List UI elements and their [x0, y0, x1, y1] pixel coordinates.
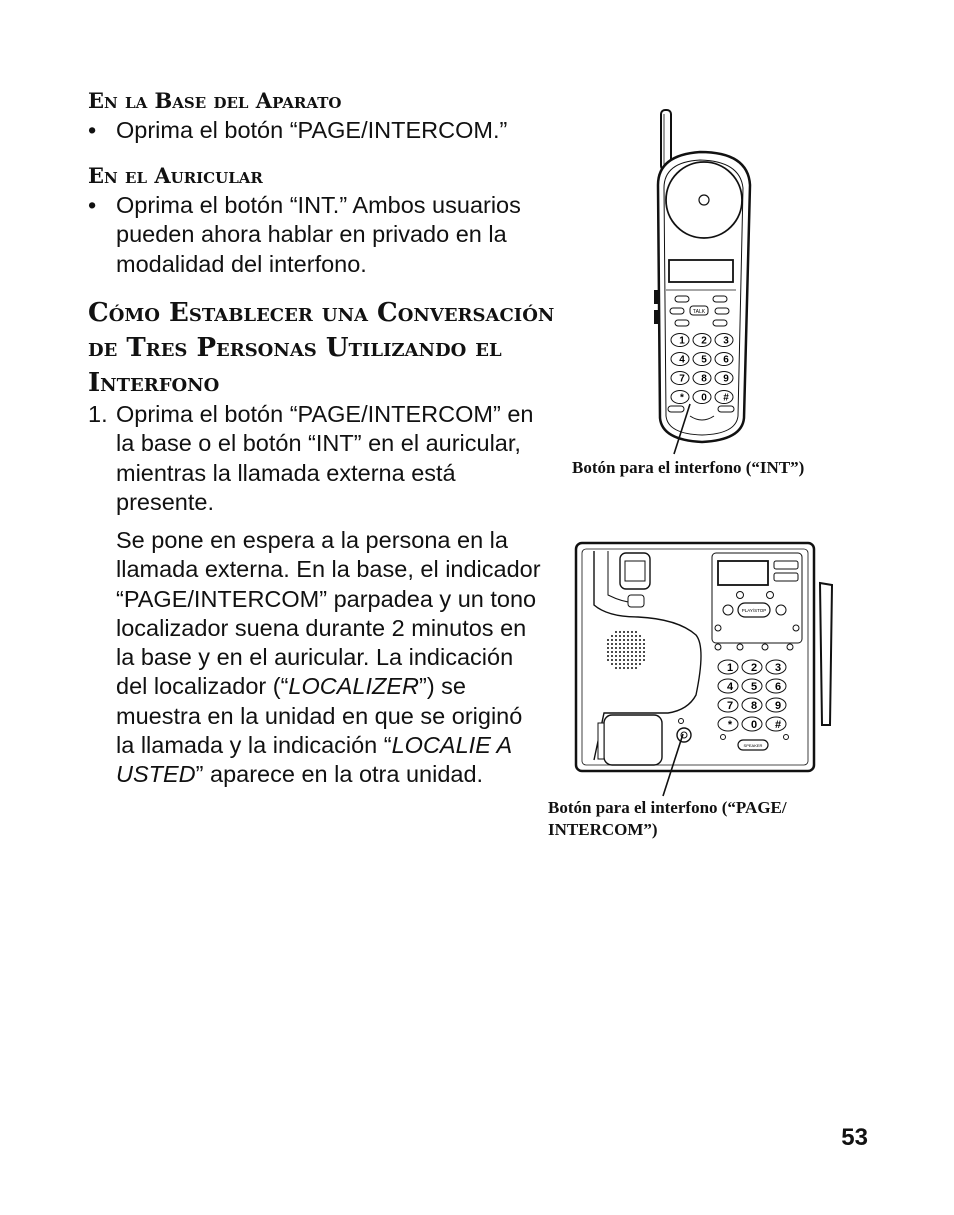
grille-dot: [623, 631, 625, 633]
grille-dot: [615, 651, 617, 653]
grille-dot: [627, 663, 629, 665]
keypad-key-label: 3: [723, 335, 729, 347]
skip-button: [723, 605, 733, 615]
grille-dot: [619, 667, 621, 669]
grille-dot: [615, 635, 617, 637]
grille-dot: [627, 631, 629, 633]
grille-dot: [643, 639, 645, 641]
grille-dot: [615, 647, 617, 649]
grille-dot: [619, 639, 621, 641]
grille-dot: [635, 643, 637, 645]
heading-line: de Tres Personas Utilizando el: [88, 333, 502, 363]
base-display: [718, 561, 768, 585]
grille-dot: [639, 643, 641, 645]
grille-dot: [631, 639, 633, 641]
grille-dot: [615, 663, 617, 665]
grille-dot: [627, 651, 629, 653]
keypad-key-label: *: [680, 392, 684, 404]
para-italic: LOCALIE A USTED: [116, 732, 512, 788]
grille-dot: [643, 655, 645, 657]
side-button: [654, 310, 658, 324]
contact-icon: [628, 595, 644, 607]
grille-dot: [635, 647, 637, 649]
grille-dot: [627, 643, 629, 645]
caption-line: Botón para el interfono (“PAGE/: [548, 798, 787, 817]
side-button: [654, 290, 658, 304]
grille-dot: [627, 635, 629, 637]
grille-dot: [631, 659, 633, 661]
keypad-key-label: 5: [701, 354, 707, 366]
play-stop-label: PLAY/STOP: [741, 608, 767, 613]
keypad-key-label: 2: [750, 661, 758, 674]
keypad-key-label: 6: [723, 354, 729, 366]
grille-dot: [639, 651, 641, 653]
keypad-key-label: 5: [750, 680, 758, 693]
explanation-paragraph: [116, 526, 546, 790]
grille-dot: [643, 643, 645, 645]
grille-dot: [635, 635, 637, 637]
grille-dot: [611, 639, 613, 641]
keypad-key-label: 4: [679, 354, 685, 366]
keypad-key-label: 7: [679, 373, 685, 385]
grille-dot: [631, 655, 633, 657]
keypad-key-label: 2: [701, 335, 707, 347]
grille-dot: [643, 651, 645, 653]
grille-dot: [615, 655, 617, 657]
base-antenna: [820, 583, 832, 725]
heading-base: En la Base del Aparato: [88, 88, 342, 113]
grille-dot: [611, 635, 613, 637]
grille-dot: [635, 667, 637, 669]
grille-dot: [611, 663, 613, 665]
grille-dot: [623, 667, 625, 669]
grille-dot: [631, 647, 633, 649]
grille-dot: [619, 651, 621, 653]
grille-dot: [635, 651, 637, 653]
para-text: Se pone en espera a la persona en la llamada externa. En la base, el indicador “PAGE/INTERCOM” parpadea y un tono localizador suena durante 2 minutos en la base y en el auricular. La indicación del localizador (“: [116, 527, 541, 700]
step-text: Oprima el botón “PAGE/INTERCOM” en la base o el botón “INT” en el auricular, mientras la llamada externa está presente.: [116, 401, 534, 515]
grille-dot: [615, 631, 617, 633]
grille-dot: [611, 647, 613, 649]
grille-dot: [639, 635, 641, 637]
grille-dot: [607, 643, 609, 645]
caption-page-intercom: [548, 797, 787, 841]
earpiece: [666, 162, 742, 238]
grille-dot: [615, 659, 617, 661]
function-button: [670, 308, 684, 314]
skip-button: [776, 605, 786, 615]
function-button: [675, 296, 689, 302]
bullet-handset: [88, 191, 558, 279]
grille-dot: [611, 651, 613, 653]
function-button: [715, 308, 729, 314]
function-button: [713, 320, 727, 326]
heading-three-way: [88, 296, 558, 401]
grille-dot: [623, 651, 625, 653]
grille-dot: [607, 647, 609, 649]
keypad-key-label: 0: [750, 718, 758, 731]
handset-display: [669, 260, 733, 282]
cradle-base: [604, 715, 662, 765]
grille-dot: [639, 663, 641, 665]
grille-dot: [627, 647, 629, 649]
grille-dot: [611, 655, 613, 657]
grille-dot: [623, 635, 625, 637]
heading-line: Interfono: [88, 368, 220, 398]
keypad-key-label: 7: [726, 699, 734, 712]
grille-dot: [623, 639, 625, 641]
callout-line-int: [660, 400, 700, 460]
grille-dot: [631, 667, 633, 669]
bullet-base-text: Oprima el botón “PAGE/INTERCOM.”: [116, 117, 508, 143]
keypad-key-label: #: [774, 718, 782, 731]
grille-dot: [619, 663, 621, 665]
grille-dot: [619, 647, 621, 649]
function-button: [718, 406, 734, 412]
function-button: [774, 561, 798, 569]
grille-dot: [639, 639, 641, 641]
para-text: ” aparece en la otra unidad.: [195, 761, 484, 788]
grille-dot: [635, 659, 637, 661]
grille-dot: [607, 639, 609, 641]
function-button: [774, 573, 798, 581]
grille-dot: [619, 631, 621, 633]
bullet-handset-text: Oprima el botón “INT.” Ambos usuarios pueden ahora hablar en privado en la modalidad del interfono.: [116, 192, 521, 277]
function-button: [713, 296, 727, 302]
keypad-key-label: 8: [701, 373, 707, 385]
bullet-base: [88, 116, 558, 145]
grille-dot: [619, 655, 621, 657]
grille-dot: [639, 659, 641, 661]
grille-dot: [607, 655, 609, 657]
grille-dot: [631, 631, 633, 633]
para-text: ”) se muestra en la unidad en que se originó la llamada y la indicación “: [116, 673, 523, 759]
step-number: 1.: [88, 401, 108, 427]
grille-dot: [643, 647, 645, 649]
grille-dot: [635, 631, 637, 633]
grille-dot: [627, 639, 629, 641]
keypad-key-label: 8: [750, 699, 758, 712]
keypad-key-label: 9: [723, 373, 729, 385]
grille-dot: [623, 643, 625, 645]
keypad-key-label: 6: [774, 680, 782, 693]
grille-dot: [623, 663, 625, 665]
grille-dot: [619, 659, 621, 661]
keypad-key-label: *: [727, 718, 733, 731]
grille-dot: [631, 663, 633, 665]
grille-dot: [635, 639, 637, 641]
grille-dot: [627, 655, 629, 657]
page-number: 53: [841, 1124, 868, 1151]
grille-dot: [623, 647, 625, 649]
grille-dot: [615, 643, 617, 645]
keypad-key-label: #: [723, 392, 729, 404]
keypad-key-label: 9: [774, 699, 782, 712]
grille-dot: [615, 667, 617, 669]
grille-dot: [631, 635, 633, 637]
bullet-dot: •: [88, 192, 97, 218]
grille-dot: [627, 659, 629, 661]
indicator-light: [679, 719, 684, 724]
grille-dot: [643, 659, 645, 661]
base-illustration: [568, 535, 848, 785]
grille-dot: [619, 635, 621, 637]
heading-handset: En el Auricular: [88, 163, 263, 188]
grille-dot: [607, 651, 609, 653]
grille-dot: [623, 659, 625, 661]
talk-label: TALK: [692, 309, 706, 315]
heading-line: Cómo Establecer una Conversación: [88, 298, 555, 328]
speaker-label: SPEAKER: [743, 743, 763, 748]
grille-dot: [611, 643, 613, 645]
keypad-key-label: 1: [726, 661, 734, 674]
grille-dot: [639, 655, 641, 657]
grille-dot: [639, 647, 641, 649]
step-1: [88, 400, 538, 517]
grille-dot: [619, 643, 621, 645]
grille-dot: [635, 655, 637, 657]
function-button: [675, 320, 689, 326]
keypad-key-label: 1: [679, 335, 685, 347]
bullet-dot: •: [88, 117, 97, 143]
keypad-key-label: 0: [701, 392, 707, 404]
keypad-key-label: 4: [726, 680, 734, 693]
callout-line-page: [655, 730, 695, 800]
caption-int: Botón para el interfono (“INT”): [572, 458, 805, 477]
grille-dot: [607, 659, 609, 661]
grille-dot: [623, 655, 625, 657]
para-italic: LOCALIZER: [288, 673, 419, 700]
grille-dot: [631, 643, 633, 645]
grille-dot: [631, 651, 633, 653]
grille-dot: [635, 663, 637, 665]
grille-dot: [615, 639, 617, 641]
grille-dot: [627, 667, 629, 669]
keypad-key-label: 3: [774, 661, 782, 674]
grille-dot: [611, 659, 613, 661]
caption-line: INTERCOM”): [548, 820, 658, 839]
